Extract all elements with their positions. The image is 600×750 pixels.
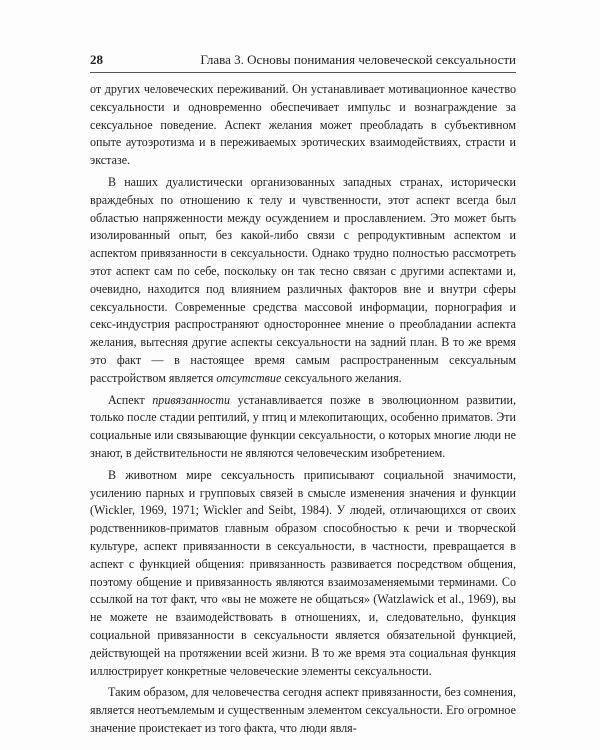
- paragraph: [90, 174, 516, 388]
- running-head: Глава 3. Основы понимания человеческой сексуальности: [200, 52, 516, 67]
- emphasis-text: отсутствие: [216, 370, 282, 385]
- paragraph: [90, 392, 516, 463]
- emphasis-text: привязанности: [152, 392, 231, 407]
- paragraph: [90, 684, 516, 737]
- paragraph-text: от других человеческих переживаний. Он устанавливает мотивационное качество сексуальности и одновременно обеспечивает импульс и вознаграждение за сексуальное поведение. Аспект желания может преобладать в субъективном опыте аутоэротизма и в переживаемых эротических взаимодействиях, страсти и экстазе.: [90, 82, 516, 168]
- paragraph: [90, 81, 516, 170]
- paragraph-text-after: сексуального желания.: [281, 370, 402, 385]
- page-header: [90, 50, 516, 70]
- page-number: 28: [90, 52, 103, 67]
- paragraph-text: Аспект: [108, 392, 153, 407]
- paragraph-text: В наших дуалистически организованных западных странах, исторически враждебных по отношению к телу и чувственности, этот аспект всегда был областью напряженности между осуждением и прославлением. Это может быть изолированный опыт, без какой-либо связи с репродуктивным аспектом и аспектом привязанности в сексуальности. Однако трудно полностью рассмотреть этот аспект сам по себе, поскольку он так тесно связан с другими аспектами и, очевидно, находится под влиянием различных факторов вне и внутри сферы сексуальности. Современные средства массовой информации, порнография и секс-индустрия распространяют одностороннее мнение о преобладании аспекта желания, вытесняя другие аспекты сексуальности на задний план. В то же время это факт — в настоящее время самым распространенным сексуальным расстройством является: [90, 174, 516, 385]
- header-rule: [90, 72, 516, 73]
- paragraph-text: В животном мире сексуальность приписывают социальной значимости, усилению парных и групповых связей в смысле изменения значения и функции (Wickler, 1969, 1971; Wickler and Seibt, 1984). У людей, отличающихся от своих родственников-приматов главным образом способностью к речи и творческой культуре, аспект привязанности в сексуальности, в частности, превращается в аспект с функцией общения: привязанность развивается посредством общения, поэтому общение и привязанность являются взаимозаменяемыми терминами. Со ссылкой на тот факт, что «вы не можете не общаться» (Watzlawick et al., 1969), вы не можете не взаимодействовать в отношениях, и, следовательно, функция социальной привязанности в сексуальности является обязательной функцией, действующей на протяжении всей жизни. В то же время эта социальная функция иллюстрирует конкретные человеческие элементы сексуальности.: [90, 467, 516, 678]
- paragraph-text-after: устанавливается позже в эволюционном развитии, только после стадии рептилий, у птиц и млекопитающих, особенно приматов. Эти социальные или связывающие функции сексуальности, о которых многие люди не знают, в действительности не являются человеческим изобретением.: [90, 392, 516, 460]
- paragraph: [90, 467, 516, 681]
- paragraph-text: Таким образом, для человечества сегодня аспект привязанности, без сомнения, является неотъемлемым и существенным элементом сексуальности. Его огромное значение проистекает из того факта, что люди явля-: [90, 685, 516, 735]
- body-text: [90, 81, 516, 738]
